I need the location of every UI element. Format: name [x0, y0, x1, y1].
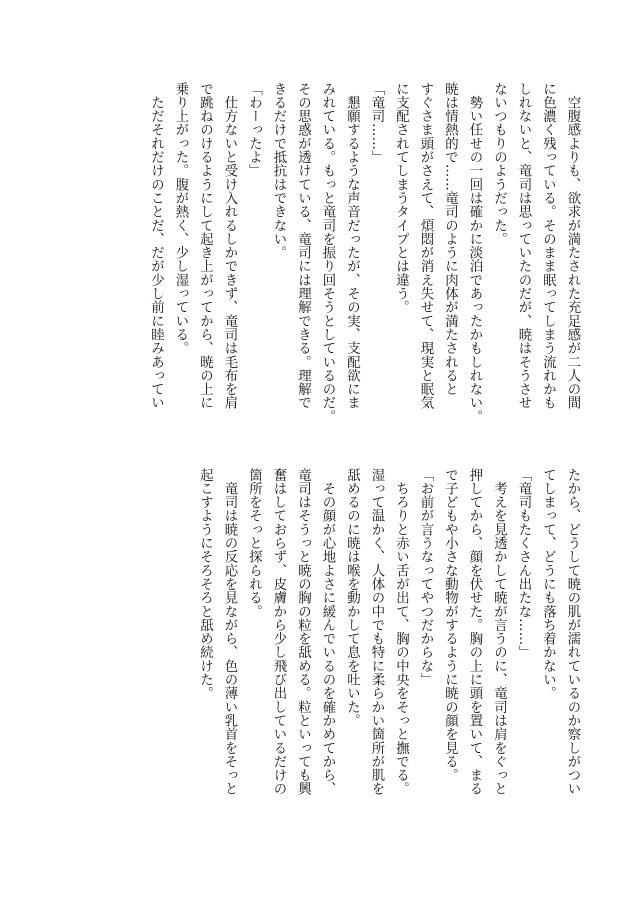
text-line: 竜司は暁の反応を見ながら、色の薄い乳首をそっと [222, 468, 237, 796]
text-line: ただそれだけのことだ、だが少し前に睦みあってい [148, 82, 164, 410]
dialogue-line: 「竜司もたくさん出たな……」 [516, 468, 531, 660]
text-line: たから、どうして暁の肌が濡れているのか察しがつい [565, 468, 580, 796]
upper-text-block [64, 82, 584, 458]
text-line: 舐めるのに暁は喉を動かして息を吐いた。 [344, 468, 360, 728]
text-line: 奮はしておらず、皮膚から少し飛び出しているだけの [271, 468, 286, 796]
text-line: 乗り上がった。腹が熱く、少し湿っている。 [173, 82, 188, 355]
text-line: 箇所をそっと探られる。 [246, 468, 262, 619]
text-line: みれている。もっと竜司を振り回そうとしているのだ。 [320, 82, 335, 424]
text-line: 懇願するような声音だったが、その実、支配欲にま [344, 82, 360, 410]
text-line: 仕方ないと受け入れるしかできず、竜司は毛布を肩 [222, 82, 237, 410]
text-line: に支配されてしまうタイプとは違う。 [393, 82, 409, 315]
text-line: しれないと、竜司は思っていたのだが、暁はそうさせ [516, 82, 531, 410]
dialogue-line: 「お前が言うなってやつだからな」 [418, 468, 433, 687]
text-line: てしまって、どうにも落ち着かない。 [540, 468, 556, 701]
text-line: で子どもや小さな動物がするように暁の顔を見る。 [442, 468, 458, 782]
text-line: 起こすようにそろそろと舐め続けた。 [197, 468, 213, 701]
text-line: ちろりと赤い舌が出て、胸の中央をそっと撫でる。 [393, 468, 409, 796]
text-line: きるだけで抵抗はできない。 [271, 82, 286, 260]
text-line: で跳ねのけるようにして起き上がってから、暁の上に [197, 82, 213, 410]
text-line: に色濃く残っている。そのまま眠ってしまう流れかも [540, 82, 556, 410]
text-line: 押してから、顔を伏せた。胸の上に頭を置いて、まる [467, 468, 482, 796]
text-line: その顔が心地よさに緩んでいるのを確かめてから、 [320, 468, 335, 796]
text-line: 空腹感よりも、欲求が満たされた充足感が二人の間 [565, 82, 580, 410]
text-line: 竜司はそうっと暁の胸の粒を舐める。粒といっても興 [295, 468, 311, 796]
text-line: 考えを見透かして暁が言うのに、竜司は肩をぐっと [491, 468, 507, 796]
lower-text-block [64, 468, 584, 838]
text-line: 湿って温かく、人体の中でも特に柔らかい箇所が肌を [369, 468, 384, 796]
text-line: ないつもりのようだった。 [491, 82, 507, 246]
text-line: その思惑が透けている、竜司には理解できる。理解で [295, 82, 311, 410]
text-line: 勢い任せの一回は確かに淡泊であったかもしれない。 [467, 82, 482, 424]
text-line: 暁は情熱的で……竜司のように肉体が満たされると [442, 82, 458, 396]
dialogue-line: 「わーったよ」 [246, 82, 262, 178]
dialogue-line: 「竜司……」 [369, 82, 384, 164]
text-line: すぐさま頭がさえて、煩悶が消え失せて、現実と眠気 [418, 82, 433, 410]
